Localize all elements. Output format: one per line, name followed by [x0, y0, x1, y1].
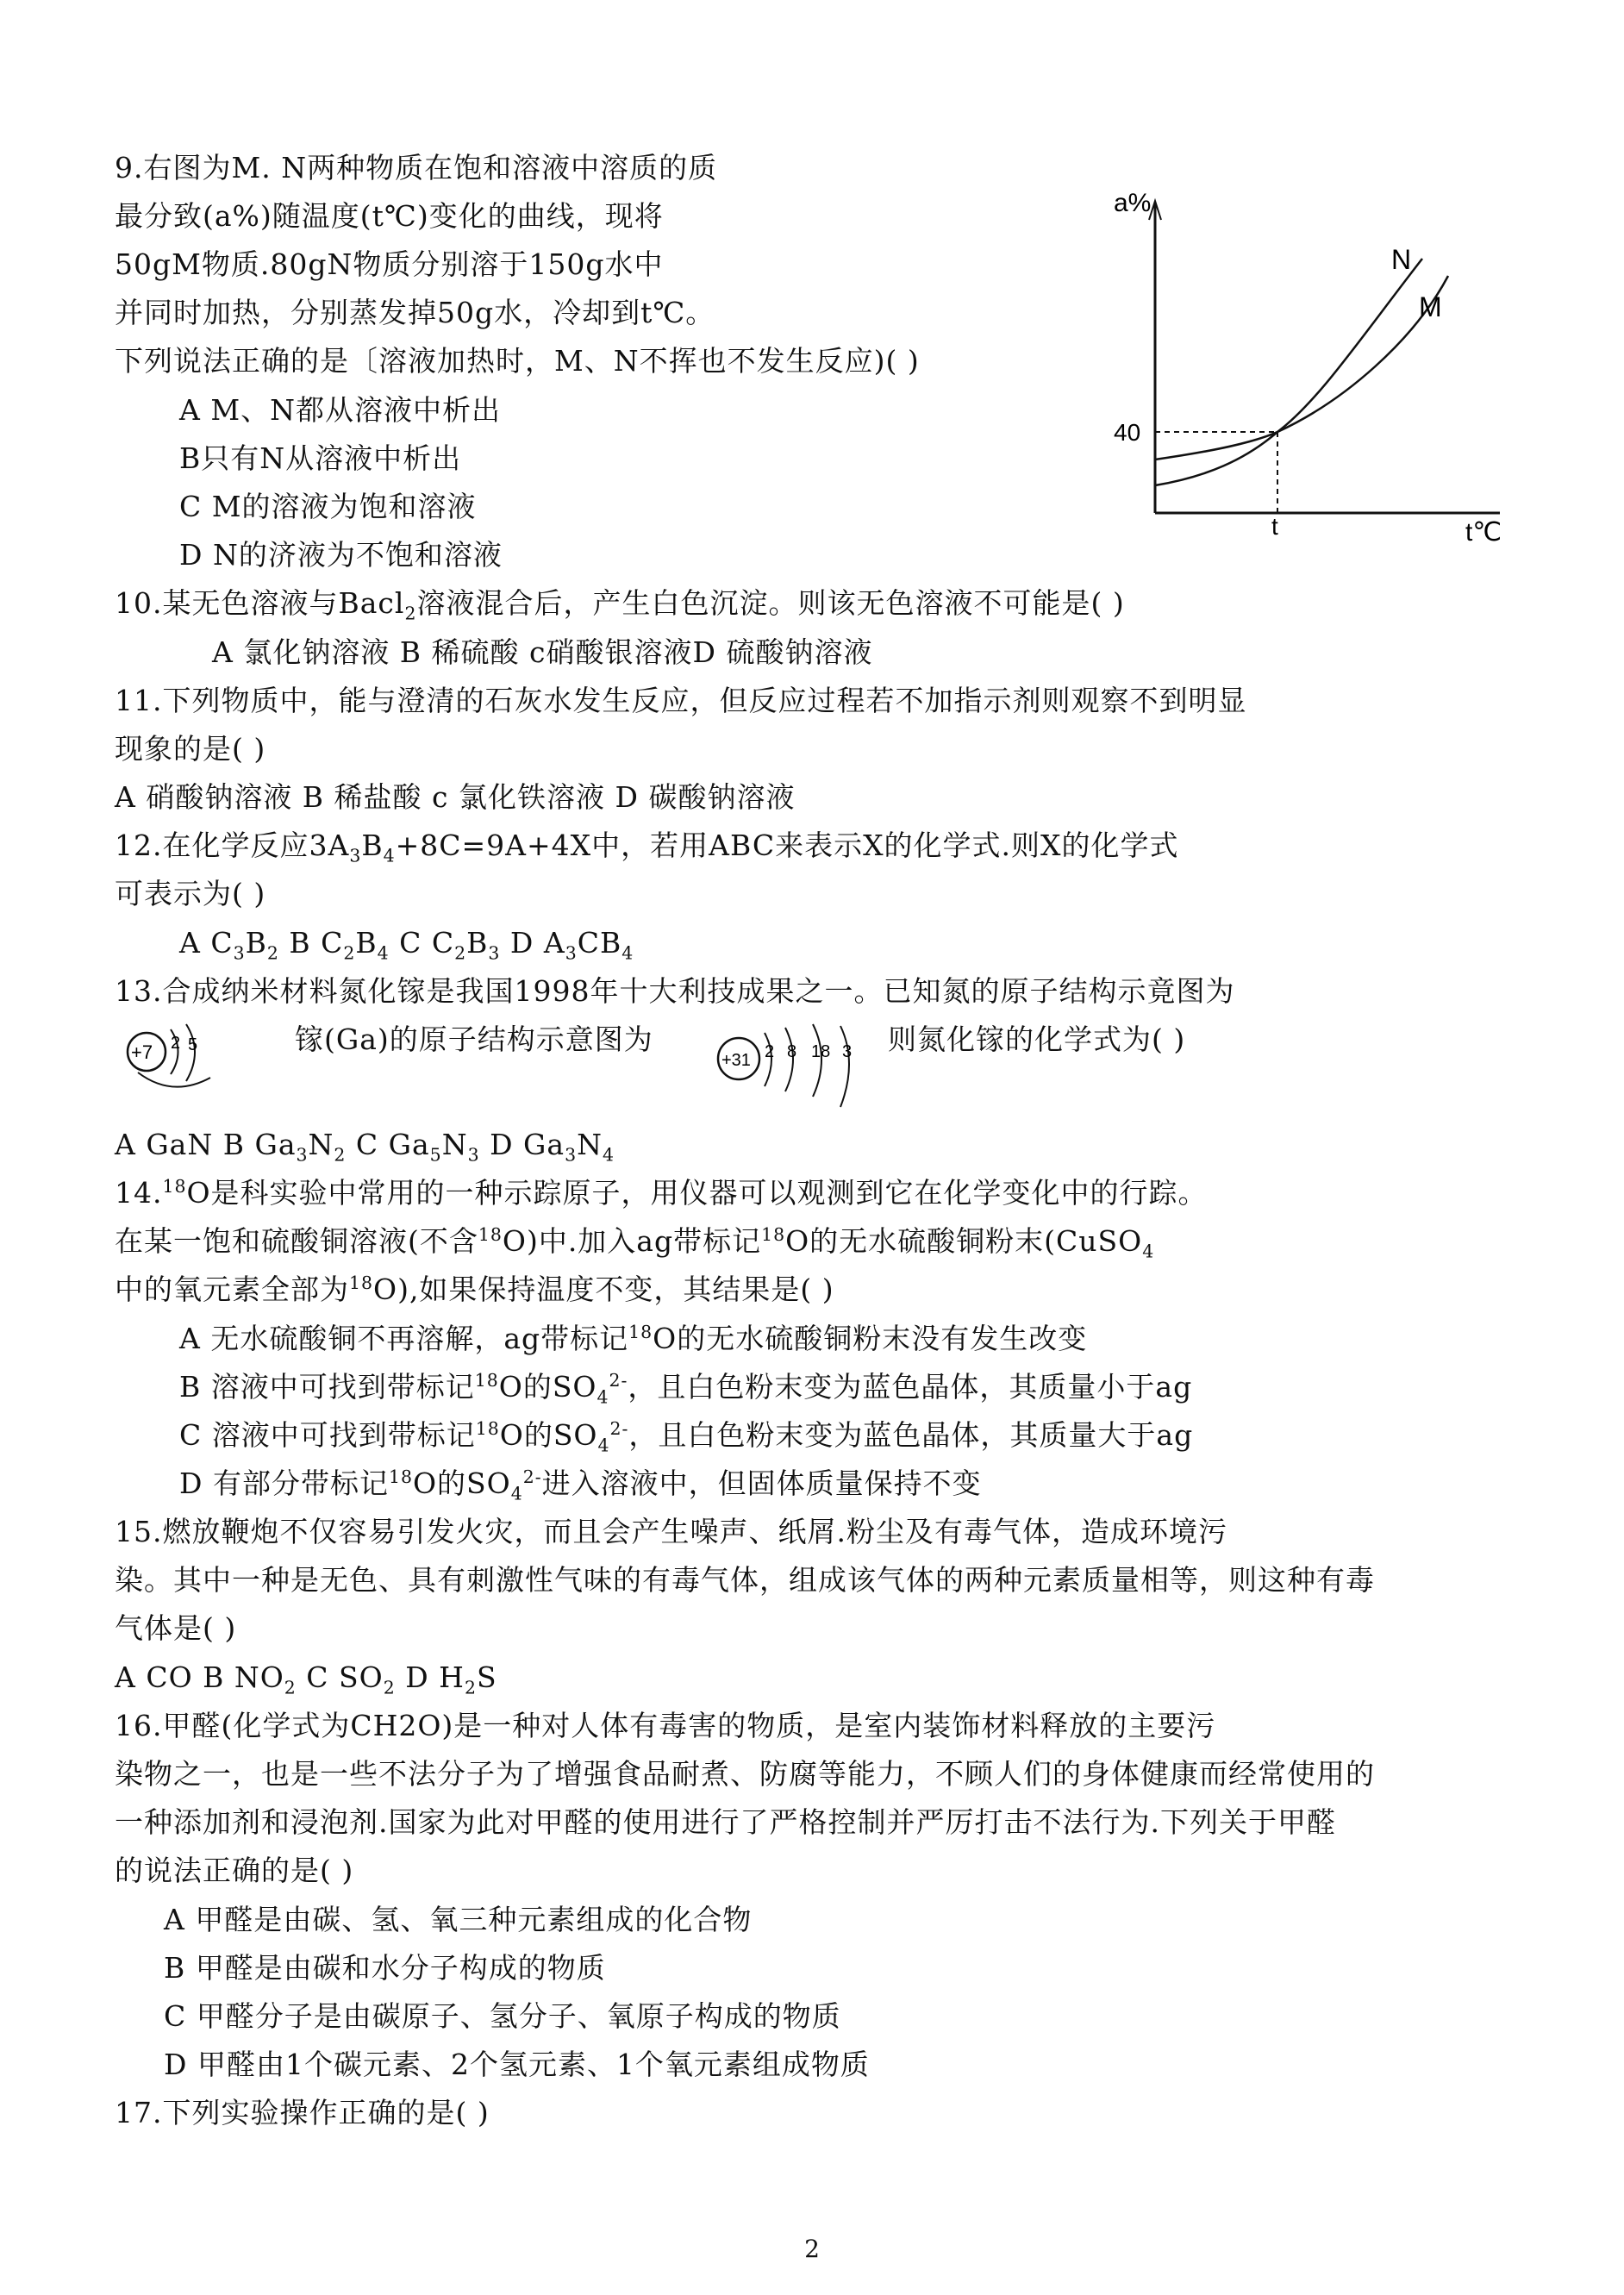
q15-line-3: 气体是( )	[115, 1611, 237, 1645]
q9-line-2: 最分致(a%)随温度(t℃)变化的曲线，现将	[115, 199, 664, 233]
q14-option-a: A 无水硫酸铜不再溶解，ag带标记$^{18}$O的无水硫酸铜粉末没有发生改变	[179, 1322, 1088, 1355]
q9-option-c: C M的溶液为饱和溶液	[179, 490, 477, 523]
nitrogen-atom-diagram	[121, 1019, 241, 1105]
q16-line-3: 一种添加剂和浸泡剂.国家为此对甲醛的使用进行了严格控制并严厉打击不法行为.下列关于甲醛	[115, 1805, 1336, 1839]
n-shell-2: 5	[188, 1035, 198, 1054]
x-axis-label: t℃	[1465, 518, 1502, 547]
curve-n	[1155, 259, 1422, 485]
q13-line-2b: 则氮化镓的化学式为( )	[888, 1022, 1186, 1056]
q11-line-2: 现象的是( )	[115, 732, 266, 766]
ga-shell-3: 18	[811, 1042, 831, 1061]
curve-m	[1155, 276, 1448, 460]
q12-stem: 12.在化学反应$3A_3B_4+8C=9A+4X$中，若用ABC来表示X的化学式.则X的化学式	[115, 829, 1179, 866]
q10-options: A 氯化钠溶液 B 稀硫酸 c硝酸银溶液D 硫酸钠溶液	[212, 635, 873, 669]
q14-line-2: 在某一饱和硫酸铜溶液(不含$^{18}$O)中.加入ag带标记$^{18}$O的无水硫酸铜粉末(CuSO$_4$	[115, 1224, 1155, 1262]
q15-options: A CO B $NO_2$ C $SO_2$ D $H_2S$	[115, 1660, 497, 1698]
q9-line-5: 下列说法正确的是〔溶液加热时，M、N不挥也不发生反应)( )	[115, 344, 920, 378]
page-number: 2	[804, 2235, 820, 2263]
q15-line-1: 15.燃放鞭炮不仅容易引发火灾，而且会产生噪声、纸屑.粉尘及有毒气体，造成环境污	[115, 1515, 1227, 1548]
q14-option-d: D 有部分带标记$^{18}$O的$SO_4^{2-}$进入溶液中，但固体质量保持不变	[179, 1466, 982, 1504]
q12-line-2: 可表示为( )	[115, 877, 266, 910]
label-m: M	[1419, 291, 1442, 322]
q10-stem: 10.某无色溶液与Bacl$_2$溶液混合后，产生白色沉淀。则该无色溶液不可能是( )	[115, 586, 1125, 624]
n-outer-arc	[138, 1072, 210, 1087]
ga-shell-4: 3	[842, 1042, 853, 1061]
q9-option-b: B只有N从溶液中析出	[179, 441, 462, 475]
q11-line-1: 11.下列物质中，能与澄清的石灰水发生反应，但反应过程若不加指示剂则观察不到明显	[115, 684, 1247, 717]
q9-line-4: 并同时加热，分别蒸发掉50g水，冷却到t℃。	[115, 296, 715, 329]
q16-option-d: D 甲醛由1个碳元素、2个氢元素、1个氧元素组成物质	[164, 2048, 870, 2081]
n-nucleus-charge: +7	[131, 1041, 153, 1063]
q17-line: 17.下列实验操作正确的是( )	[115, 2096, 490, 2129]
gallium-atom-diagram	[711, 1014, 884, 1117]
x-tick-t: t	[1271, 513, 1278, 540]
q9-option-d: D N的济液为不饱和溶液	[179, 538, 503, 572]
q16-line-1: 16.甲醛(化学式为CH2O)是一种对人体有毒害的物质，是室内装饰材料释放的主要污	[115, 1709, 1216, 1742]
ga-shell-4-arc	[840, 1026, 849, 1107]
q16-option-c: C 甲醛分子是由碳原子、氢分子、氧原子构成的物质	[164, 1999, 841, 2033]
q14-option-c: C 溶液中可找到带标记$^{18}$O的$SO_4^{2-}$，且白色粉末变为蓝色晶体，其质量大于ag	[179, 1418, 1194, 1456]
q11-options: A 硝酸钠溶液 B 稀盐酸 c 氯化铁溶液 D 碳酸钠溶液	[115, 780, 796, 814]
n-shell-1: 2	[171, 1034, 181, 1053]
q16-line-4: 的说法正确的是( )	[115, 1854, 354, 1887]
q16-line-2: 染物之一，也是一些不法分子为了增强食品耐煮、防腐等能力，不顾人们的身体健康而经常使用的	[115, 1757, 1375, 1791]
q13-line-1: 13.合成纳米材料氮化镓是我国1998年十大利技成果之一。已知氮的原子结构示竟图为	[115, 974, 1235, 1008]
q12-options: A $C_3B_2$ B $C_2B_4$ C $C_2B_3$ D $A_3CB_4$	[179, 926, 634, 964]
ga-nucleus-charge: +31	[721, 1051, 751, 1070]
q14-line-3: 中的氧元素全部为$^{18}$O),如果保持温度不变，其结果是( )	[115, 1273, 834, 1306]
q14-option-b: B 溶液中可找到带标记$^{18}$O的$SO_4^{2-}$，且白色粉末变为蓝色晶体，其质量小于ag	[179, 1370, 1193, 1408]
label-n: N	[1391, 244, 1412, 275]
q13-line-2a: 镓(Ga)的原子结构示意图为	[295, 1022, 653, 1056]
solubility-graph	[1095, 185, 1508, 547]
ga-shell-2: 8	[787, 1042, 797, 1061]
q13-options: A GaN B $Ga_3N_2$ C $Ga_5N_3$ D $Ga_3N_4$	[115, 1128, 615, 1166]
q14-line-1: 14.18O是科实验中常用的一种示踪原子，用仪器可以观测到它在化学变化中的行踪。	[115, 1176, 1208, 1210]
q16-option-a: A 甲醛是由碳、氢、氧三种元素组成的化合物	[164, 1903, 753, 1936]
q9-option-a: A M、N都从溶液中析出	[179, 393, 501, 427]
q16-option-b: B 甲醛是由碳和水分子构成的物质	[164, 1951, 606, 1985]
q15-line-2: 染。其中一种是无色、具有刺激性气味的有毒气体，组成该气体的两种元素质量相等，则这种有毒	[115, 1563, 1375, 1597]
q9-line-1: 9.右图为M. N两种物质在饱和溶液中溶质的质	[115, 151, 718, 184]
q9-line-3: 50gM物质.80gN物质分别溶于150g水中	[115, 247, 664, 281]
y-axis-label: a%	[1114, 189, 1152, 217]
ga-shell-1: 2	[765, 1042, 775, 1061]
y-tick-40: 40	[1114, 419, 1141, 446]
